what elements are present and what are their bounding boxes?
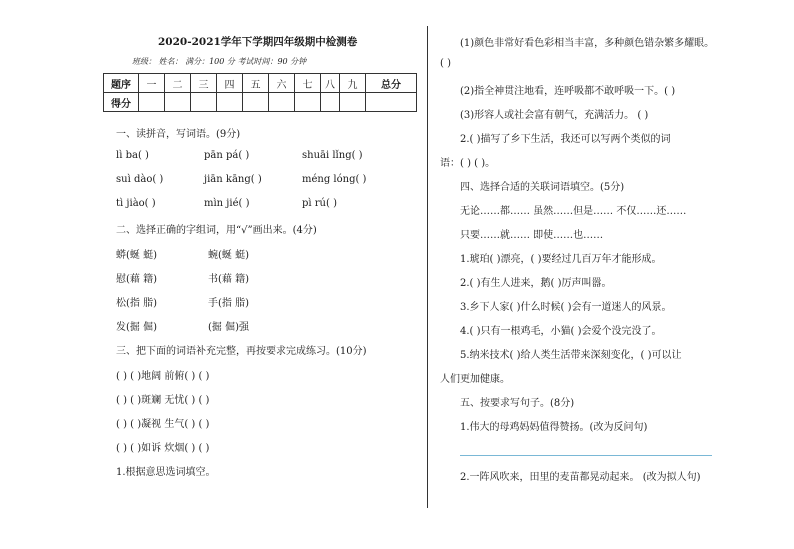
char-choice: 书(藉 籍) bbox=[208, 274, 249, 285]
word-completion-row: ( ) ( )凝视 生气( ) ( ) bbox=[116, 419, 210, 430]
table-cell: 得分 bbox=[104, 93, 139, 112]
text-line: 1.琥珀( )漂亮，( )要经过几百万年才能形成。 bbox=[460, 254, 662, 265]
conjunction-options: 无论……都…… 虽然……但是…… 不仅……还…… bbox=[460, 206, 687, 217]
score-table bbox=[103, 73, 417, 112]
question-1-title: 一、读拼音，写词语。(9分) bbox=[116, 129, 241, 140]
table-cell: 总分 bbox=[366, 74, 417, 93]
text-line: 语：( ) ( )。 bbox=[440, 158, 496, 169]
score-cell[interactable] bbox=[321, 93, 340, 112]
score-table-score-row bbox=[104, 93, 417, 112]
text-line: 1.伟大的母鸡妈妈值得赞扬。(改为反问句) bbox=[460, 422, 648, 433]
table-cell: 三 bbox=[191, 74, 217, 93]
table-cell: 题序 bbox=[104, 74, 139, 93]
pinyin-item: pān pá( ) bbox=[204, 150, 250, 161]
score-cell[interactable] bbox=[340, 93, 366, 112]
pinyin-item: méng lóng( ) bbox=[302, 174, 367, 185]
word-completion-row: ( ) ( )斑斓 无忧( ) ( ) bbox=[116, 395, 210, 406]
pinyin-item: shuāi lǐng( ) bbox=[302, 150, 363, 161]
text-line: 5.纳米技术( )给人类生活带来深刻变化，( )可以让 bbox=[460, 350, 682, 361]
text-line: 2.( )有生人进来，鹅( )厉声叫嚣。 bbox=[460, 278, 612, 289]
table-cell: 二 bbox=[165, 74, 191, 93]
column-divider bbox=[427, 26, 428, 508]
text-line: (1)颜色非常好看色彩相当丰富，多种颜色错杂繁多耀眼。 bbox=[460, 38, 715, 49]
score-cell[interactable] bbox=[269, 93, 295, 112]
text-line: 人们更加健康。 bbox=[440, 374, 510, 385]
table-cell: 一 bbox=[139, 74, 165, 93]
score-cell[interactable] bbox=[139, 93, 165, 112]
char-choice: 蟒(蜒 蜓) bbox=[116, 250, 157, 261]
answer-line[interactable] bbox=[460, 455, 712, 456]
score-cell[interactable] bbox=[295, 93, 321, 112]
question-4-title: 四、选择合适的关联词语填空。(5分) bbox=[460, 182, 625, 193]
text-line: (2)指全神贯注地看，连呼吸都不敢呼吸一下。( ) bbox=[460, 86, 676, 97]
char-choice: 松(指 脂) bbox=[116, 298, 157, 309]
question-3-title: 三、把下面的词语补充完整，再按要求完成练习。(10分) bbox=[116, 346, 367, 357]
conjunction-options: 只要……就…… 即使……也…… bbox=[460, 230, 604, 241]
text-line: (3)形容人或社会富有朝气，充满活力。 ( ) bbox=[460, 110, 649, 121]
text-line: 2.一阵风吹来，田里的麦苗都晃动起来。 (改为拟人句) bbox=[460, 472, 701, 483]
char-choice: 手(指 脂) bbox=[208, 298, 249, 309]
word-completion-row: ( ) ( )如诉 炊烟( ) ( ) bbox=[116, 443, 210, 454]
char-choice: 蜿(蜒 蜓) bbox=[208, 250, 249, 261]
pinyin-item: pì rú( ) bbox=[302, 198, 337, 209]
char-choice: 发(掘 倔) bbox=[116, 322, 157, 333]
char-choice: 慰(藉 籍) bbox=[116, 274, 157, 285]
score-cell[interactable] bbox=[165, 93, 191, 112]
exam-title: 2020-2021学年下学期四年级期中检测卷 bbox=[158, 36, 358, 48]
text-line: 4.( )只有一根鸡毛，小猫( )会爱个没完没了。 bbox=[460, 326, 662, 337]
table-cell: 四 bbox=[217, 74, 243, 93]
word-completion-row: ( ) ( )地阔 前俯( ) ( ) bbox=[116, 371, 210, 382]
question-2-title: 二、选择正确的字组词，用“√”画出来。(4分) bbox=[116, 225, 317, 236]
question-5-title: 五、按要求写句子。(8分) bbox=[460, 398, 575, 409]
score-cell[interactable] bbox=[191, 93, 217, 112]
pinyin-item: jiān kāng( ) bbox=[204, 174, 262, 185]
pinyin-item: suì dào( ) bbox=[116, 174, 164, 185]
score-cell[interactable] bbox=[217, 93, 243, 112]
pinyin-item: mìn jié( ) bbox=[204, 198, 250, 209]
exam-meta-line: 班级： 姓名： 满分：100 分 考试时间：90 分钟 bbox=[132, 57, 307, 66]
table-cell: 七 bbox=[295, 74, 321, 93]
pinyin-item: tì jiào( ) bbox=[116, 198, 156, 209]
text-line: 2.( )描写了乡下生活，我还可以写两个类似的词 bbox=[460, 134, 671, 145]
score-cell[interactable] bbox=[243, 93, 269, 112]
table-cell: 九 bbox=[340, 74, 366, 93]
char-choice: (掘 倔)强 bbox=[208, 322, 249, 333]
question-3-sub-1: 1.根据意思选词填空。 bbox=[116, 467, 216, 478]
table-cell: 五 bbox=[243, 74, 269, 93]
table-cell: 六 bbox=[269, 74, 295, 93]
table-cell: 八 bbox=[321, 74, 340, 93]
answer-blank: ( ) bbox=[440, 58, 451, 69]
score-cell[interactable] bbox=[366, 93, 417, 112]
score-table-header-row bbox=[104, 74, 417, 93]
pinyin-item: lì ba( ) bbox=[116, 150, 149, 161]
text-line: 3.乡下人家( )什么时候( )会有一道迷人的风景。 bbox=[460, 302, 672, 313]
